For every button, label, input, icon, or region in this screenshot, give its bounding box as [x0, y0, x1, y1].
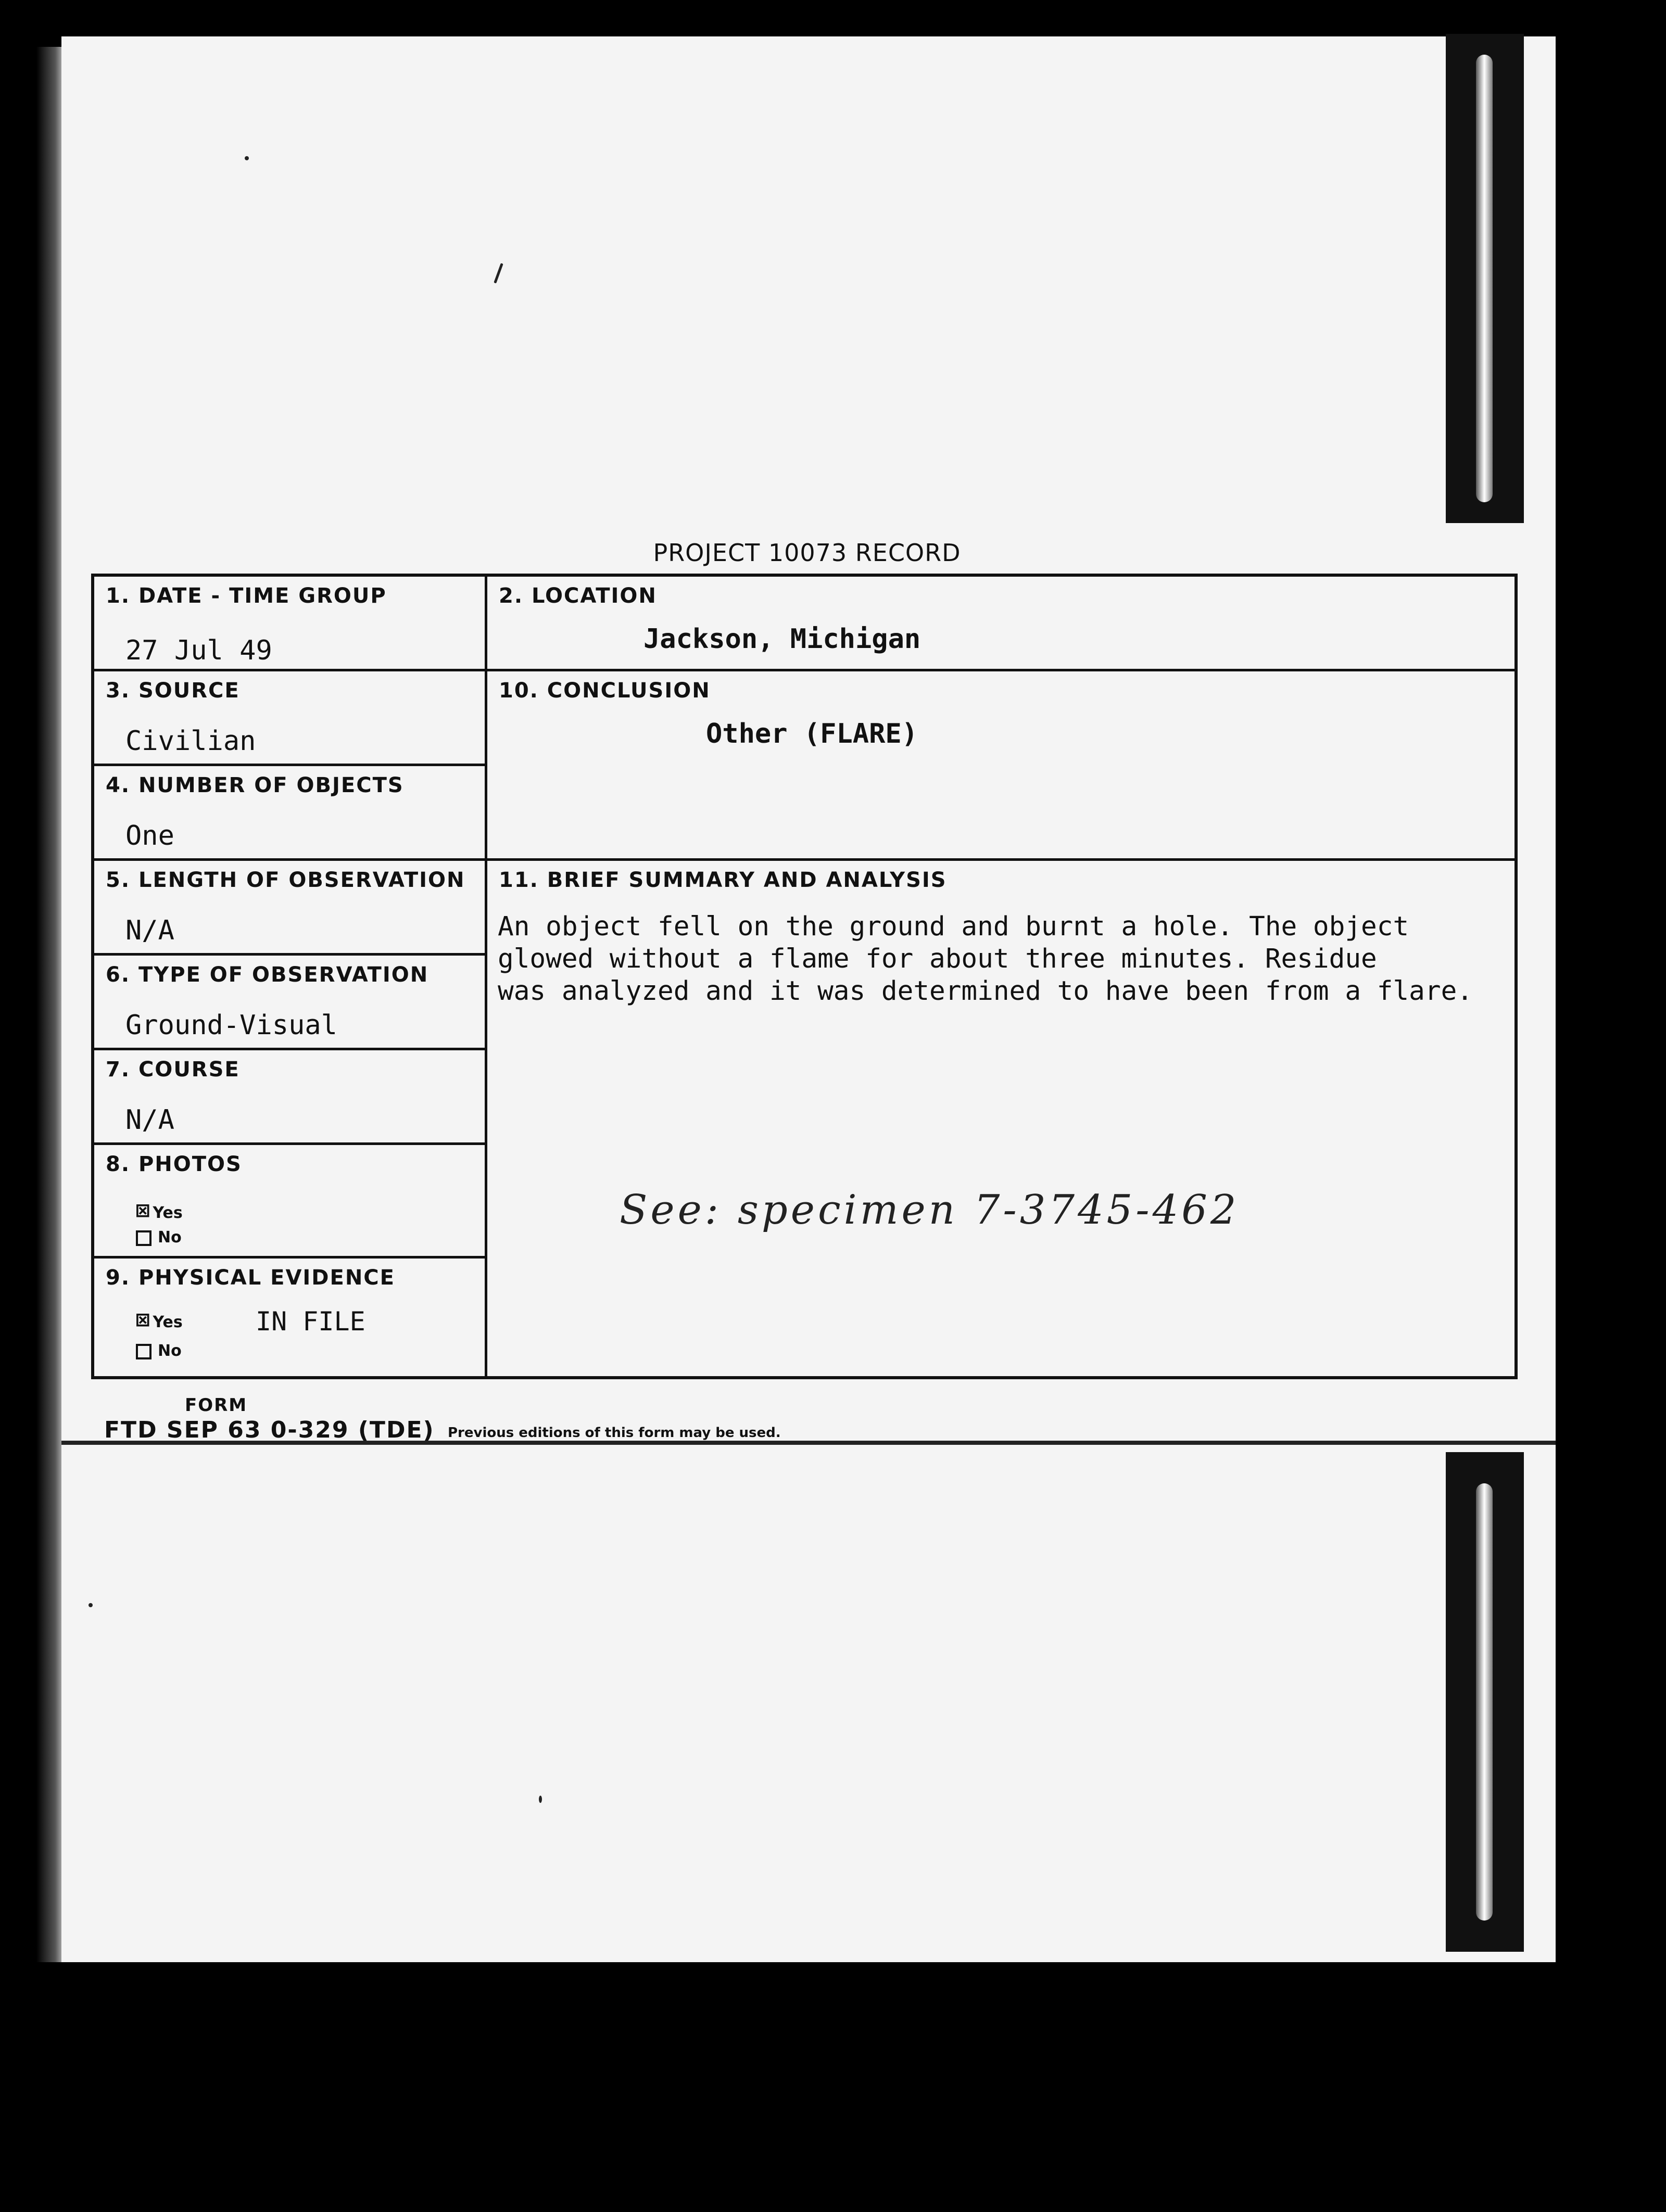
speck	[539, 1796, 542, 1803]
checkbox-icon	[136, 1230, 152, 1246]
conclusion-value: Other (FLARE)	[706, 718, 918, 749]
source-value: Civilian	[125, 726, 256, 757]
field-label: 1. DATE - TIME GROUP	[106, 584, 387, 608]
checked-box-icon: ⊠	[136, 1197, 150, 1224]
field-length-of-observation	[94, 861, 486, 956]
field-conclusion	[487, 671, 1514, 861]
date-time-value: 27 Jul 49	[125, 635, 272, 666]
field-photos	[94, 1145, 486, 1258]
photos-yes-option[interactable]	[136, 1197, 183, 1224]
location-value: Jackson, Michigan	[643, 624, 921, 655]
film-strip-bottom	[1446, 1452, 1524, 1952]
type-value: Ground-Visual	[125, 1010, 337, 1041]
field-label: 11. BRIEF SUMMARY AND ANALYSIS	[499, 868, 947, 892]
field-date-time	[94, 577, 486, 671]
summary-line: glowed without a flame for about three minutes. Residue	[498, 944, 1377, 974]
form-title: PROJECT 10073 RECORD	[653, 539, 961, 567]
course-value: N/A	[125, 1104, 174, 1136]
handwritten-specimen-note: See: specimen 7-3745-462	[620, 1187, 1240, 1234]
field-label: 8. PHOTOS	[106, 1152, 242, 1176]
number-of-objects-value: One	[125, 820, 174, 851]
speck	[245, 156, 249, 160]
option-label: Yes	[153, 1204, 183, 1222]
field-brief-summary	[487, 861, 1514, 1376]
film-strip-top	[1446, 34, 1524, 523]
field-label: 10. CONCLUSION	[499, 679, 711, 703]
field-type-of-observation	[94, 956, 486, 1050]
record-form	[91, 574, 1518, 1379]
field-label: 6. TYPE OF OBSERVATION	[106, 963, 429, 987]
footer-form-code: FTD SEP 63 0-329 (TDE)	[104, 1417, 435, 1443]
field-label: 7. COURSE	[106, 1058, 240, 1082]
footer-editions-note: Previous editions of this form may be used.	[448, 1425, 781, 1441]
option-label: No	[158, 1228, 182, 1247]
option-label: Yes	[153, 1313, 183, 1331]
field-label: 2. LOCATION	[499, 584, 657, 608]
field-label: 5. LENGTH OF OBSERVATION	[106, 868, 465, 892]
speck	[89, 1603, 93, 1607]
photos-no-option[interactable]	[136, 1228, 182, 1247]
summary-line: was analyzed and it was determined to have been from a flare.	[498, 976, 1473, 1007]
field-number-of-objects	[94, 766, 486, 861]
field-label: 3. SOURCE	[106, 679, 240, 703]
physical-no-option[interactable]	[136, 1342, 182, 1360]
footer-form-label: FORM	[185, 1395, 248, 1416]
physical-yes-option[interactable]	[136, 1306, 183, 1333]
checked-box-icon: ⊠	[136, 1306, 150, 1333]
field-source	[94, 671, 486, 766]
field-label: 9. PHYSICAL EVIDENCE	[106, 1266, 395, 1290]
field-physical-evidence	[94, 1258, 486, 1376]
length-value: N/A	[125, 915, 174, 946]
physical-evidence-note: IN FILE	[256, 1306, 365, 1337]
summary-line: An object fell on the ground and burnt a hole. The object	[498, 911, 1409, 942]
option-label: No	[158, 1342, 182, 1360]
field-label: 4. NUMBER OF OBJECTS	[106, 773, 404, 797]
summary-text	[498, 911, 1487, 1008]
field-location	[487, 577, 1514, 671]
checkbox-icon	[136, 1344, 152, 1359]
field-course	[94, 1050, 486, 1145]
